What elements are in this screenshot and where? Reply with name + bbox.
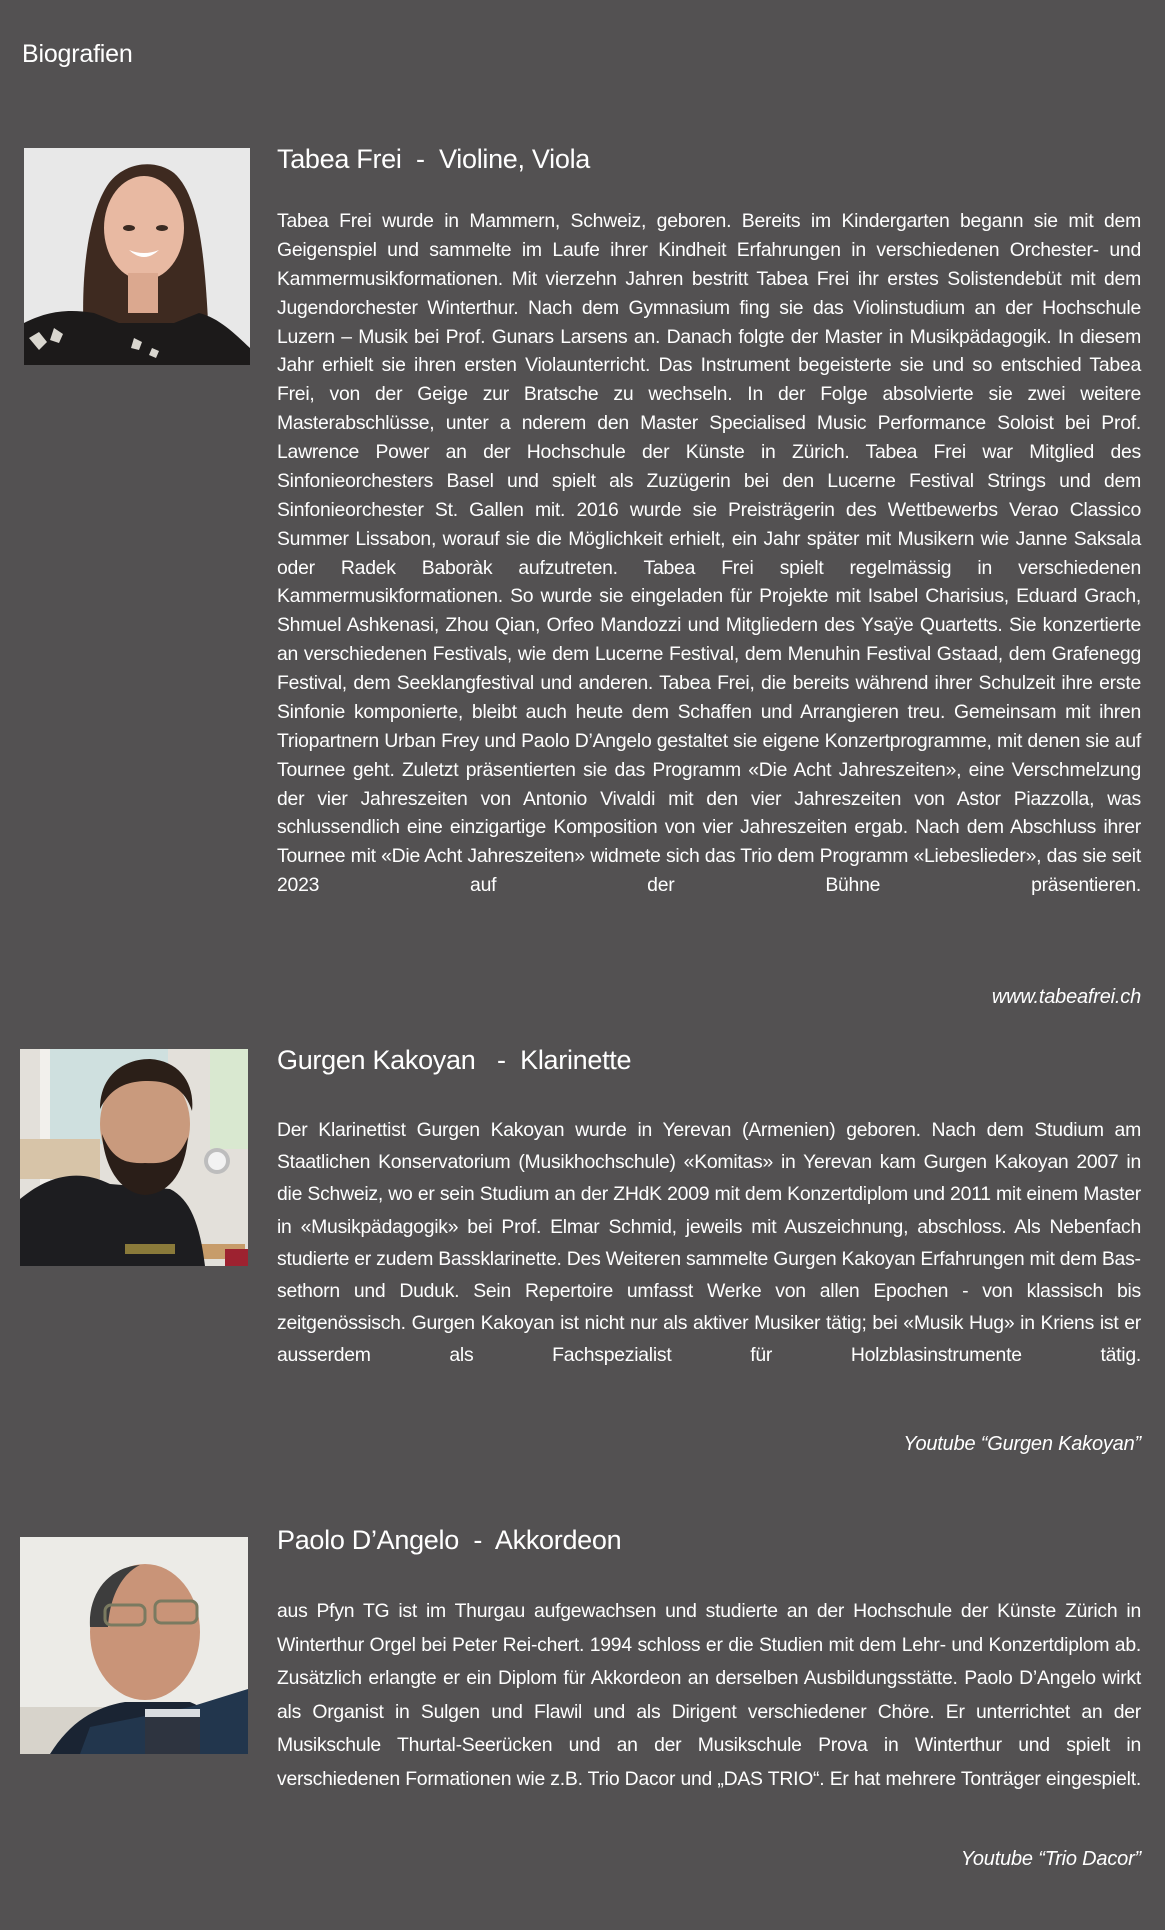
portrait-photo-gurgen-kakoyan — [20, 1049, 248, 1266]
portrait-photo-tabea-frei — [24, 148, 250, 365]
portrait-image — [20, 1049, 248, 1266]
bio-heading: Gurgen Kakoyan - Klarinette — [277, 1045, 632, 1075]
bio-heading: Tabea Frei - Violine, Viola — [277, 144, 590, 174]
youtube-link[interactable]: Youtube “Gurgen Kakoyan” — [903, 1433, 1141, 1455]
portrait-photo-paolo-dangelo — [20, 1537, 248, 1754]
bio-body: Tabea Frei wurde in Mammern, Schweiz, geboren. Bereits im Kindergarten begann sie mit dem Geigenspiel und sammelte im Laufe ihrer Kindheit Erfahrungen in verschiedenen Orchester- und Kammermusikformationen. Mit vierzehn Jahren bestritt Tabea Frei ihr erstes Solistendebüt mit dem Jugendorchester Winterthur. Nach dem Gymnasium fing sie das Violinstudium an der Hochschule Luzern – Musik bei Prof. Gunars Larsens an. Danach folgte der Master in Musikpädagogik. In diesem Jahr erhielt sie ihren ersten Violaunterricht. Das Instrument begeisterte sie und so entschied Tabea Frei, von der Geige zur Bratsche zu wechseln. In der Folge absolvierte sie zwei weitere Masterabschlüsse, unter a nderem den Master Specialised Music Performance Soloist bei Prof. Lawrence Power an der Hochschule der Künste in Zürich. Tabea Frei war Mitglied des Sinfonieorchesters Basel und spielt als Zuzügerin bei den Lucerne Festival Strings und dem Sinfonieorchester St. Gallen mit. 2016 wurde sie Preisträgerin des Wettbewerbs Verao Classico Summer Lissabon, worauf sie die Möglichkeit erhielt, ein Jahr später mit Musikern wie Janne Saksala oder Radek Baboràk aufzutreten. Tabea Frei spielt regelmässig in verschiedenen Kammermusikformationen. So wurde sie eingeladen für Projekte mit Isabel Charisius, Eduard Grach, Shmuel Ashkenasi, Zhou Qian, Orfeo Mandozzi und Mitgliedern des Ysaÿe Quartetts. Sie konzertierte an verschiedenen Festivals, wie dem Lucerne Festival, dem Menuhin Festival Gstaad, dem Grafenegg Festival, dem Seeklangfestival und anderen. Tabea Frei, die bereits während ihrer Schulzeit ihre erste Sinfonie komponierte, bleibt auch heute dem Schaffen und Arrangieren treu. Gemeinsam mit ihren Triopartnern Urban Frey und Paolo D’Angelo gestaltet sie eigene Konzertprogramme, mit denen sie auf Tournee geht. Zuletzt präsentierten sie das Programm «Die Acht Jahreszeiten», eine Verschmelzung der vier Jahreszeiten von Antonio Vivaldi mit den vier Jahreszeiten von Astor Piazzolla, was schlussendlich eine einzigartige Komposition von vier Jahreszeiten ergab. Nach dem Abschluss ihrer Tournee mit «Die Acht Jahreszeiten» widmete sich das Trio dem Programm «Liebeslieder», das sie seit 2023 auf der Bühne präsentieren. — [277, 210, 1141, 897]
website-link[interactable]: www.tabeafrei.ch — [991, 986, 1141, 1008]
youtube-link[interactable]: Youtube “Trio Dacor” — [960, 1848, 1141, 1870]
bio-heading: Paolo D’Angelo - Akkordeon — [277, 1525, 622, 1555]
bio-body: Der Klarinettist Gurgen Kakoyan wurde in Yerevan (Armenien) geboren. Nach dem Studium am Staatlichen Konservatorium (Musikhochschule) «Komitas» in Yerevan kam Gurgen Kakoyan 2007 in die Schweiz, wo er sein Studium an der ZHdK 2009 mit dem Konzertdiplom und 2011 mit einem Master in «Musikpädagogik» bei Prof. Elmar Schmid, jeweils mit Auszeichnung, abschloss. Als Nebenfach studierte er zudem Bassklarinette. Des Weiteren sammelte Gurgen Kakoyan Erfahrungen mit dem Bassethorn und Duduk. Sein Repertoire umfasst Werke von allen Epochen - von klassisch bis zeitgenössisch. Gurgen Kakoyan ist nicht nur als aktiver Musiker tätig; bei «Musik Hug» in Kriens ist er ausserdem als Fachspezialist für Holzblasinstrumente tätig. — [277, 1119, 1141, 1367]
bio-body: aus Pfyn TG ist im Thurgau aufgewachsen und studierte an der Hochschule der Künste Zürich in Winterthur Orgel bei Peter Rei-chert. 1994 schloss er die Studien mit dem Lehr- und Konzertdiplom ab. Zusätzlich erlangte er ein Diplom für Akkordeon an derselben Ausbildungsstätte. Paolo D’Angelo wirkt als Organist in Sulgen und Flawil und als Dirigent verschiedener Chöre. Er unterrichtet an der Musikschule Thurtal-Seerücken und an der Musikschule Prova in Winterthur und spielt in verschiedenen Formationen wie z.B. Trio Dacor und „DAS TRIO“. Er hat mehrere Tonträger eingespielt. — [277, 1600, 1141, 1790]
page-title: Biografien — [22, 40, 133, 68]
portrait-image — [20, 1537, 248, 1754]
portrait-image — [24, 148, 250, 365]
